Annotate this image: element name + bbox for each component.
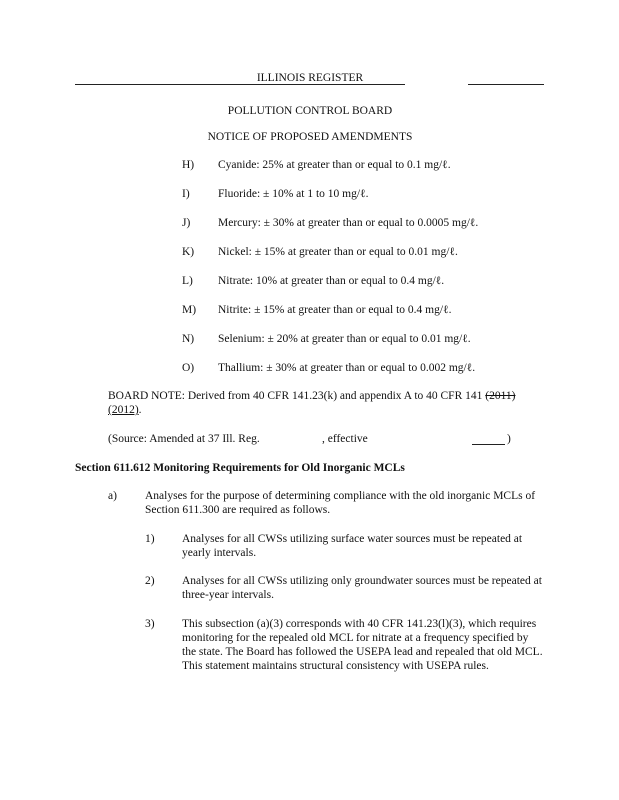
subitem-text: Analyses for all CWSs utilizing surface water sources must be repeated at yearly intervals. xyxy=(182,533,523,559)
list-item-label: K) xyxy=(182,246,195,258)
list-item-text: Cyanide: 25% at greater than or equal to 0.1 mg/ℓ. xyxy=(218,159,451,171)
board-note-struck-year: (2011) xyxy=(485,390,516,402)
subitem-text: This subsection (a)(3) corresponds with 40 CFR 141.23(l)(3), which requires monitoring for the repealed old MCL for nitrate at a frequency specified by the state. The Board has followed the USEPA lead and repealed that old MCL. This statement maintains structural consistency with USEPA rules. xyxy=(182,618,543,672)
list-item-text: Selenium: ± 20% at greater than or equal to 0.01 mg/ℓ. xyxy=(218,333,471,345)
list-item-label: N) xyxy=(182,333,195,345)
board-note-period: . xyxy=(138,404,142,416)
list-item-text: Nitrate: 10% at greater than or equal to 0.4 mg/ℓ. xyxy=(218,275,445,287)
subsection-a-text: Analyses for the purpose of determining compliance with the old inorganic MCLs of Section 611.300 are required as follows. xyxy=(145,490,536,516)
subitem-text: Analyses for all CWSs utilizing only groundwater sources must be repeated at three-year intervals. xyxy=(182,575,542,601)
source-effective: , effective xyxy=(322,433,368,445)
subitem-label: 3) xyxy=(145,618,155,630)
source-blank-rule xyxy=(472,444,505,445)
board-note-inserted-year: (2012) xyxy=(108,404,139,416)
board-title: POLLUTION CONTROL BOARD xyxy=(227,105,393,117)
source-close: ) xyxy=(507,433,511,445)
source-text: (Source: Amended at 37 Ill. Reg. xyxy=(108,433,260,445)
notice-title: NOTICE OF PROPOSED AMENDMENTS xyxy=(207,131,413,143)
subitem-label: 2) xyxy=(145,575,155,587)
list-item-label: H) xyxy=(182,159,195,171)
list-item-text: Mercury: ± 30% at greater than or equal to 0.0005 mg/ℓ. xyxy=(218,217,479,229)
board-note-text: BOARD NOTE: Derived from 40 CFR 141.23(k) and appendix A to 40 CFR 141 xyxy=(108,390,483,402)
subitem-label: 1) xyxy=(145,533,155,545)
list-item-label: O) xyxy=(182,362,195,374)
list-item-label: L) xyxy=(182,275,193,287)
register-title: ILLINOIS REGISTER xyxy=(256,72,364,84)
list-item-text: Thallium: ± 30% at greater than or equal to 0.002 mg/ℓ. xyxy=(218,362,476,374)
subsection-a-label: a) xyxy=(108,490,117,502)
list-item-text: Nitrite: ± 15% at greater than or equal to 0.4 mg/ℓ. xyxy=(218,304,452,316)
section-heading: Section 611.612 Monitoring Requirements for Old Inorganic MCLs xyxy=(75,462,405,474)
board-note-line2 xyxy=(108,403,142,417)
list-item-text: Fluoride: ± 10% at 1 to 10 mg/ℓ. xyxy=(218,188,369,200)
list-item-label: I) xyxy=(182,188,190,200)
list-item-label: J) xyxy=(182,217,191,229)
board-note xyxy=(108,389,515,403)
header-rule-right xyxy=(468,84,544,85)
list-item-text: Nickel: ± 15% at greater than or equal to 0.01 mg/ℓ. xyxy=(218,246,458,258)
list-item-label: M) xyxy=(182,304,197,316)
